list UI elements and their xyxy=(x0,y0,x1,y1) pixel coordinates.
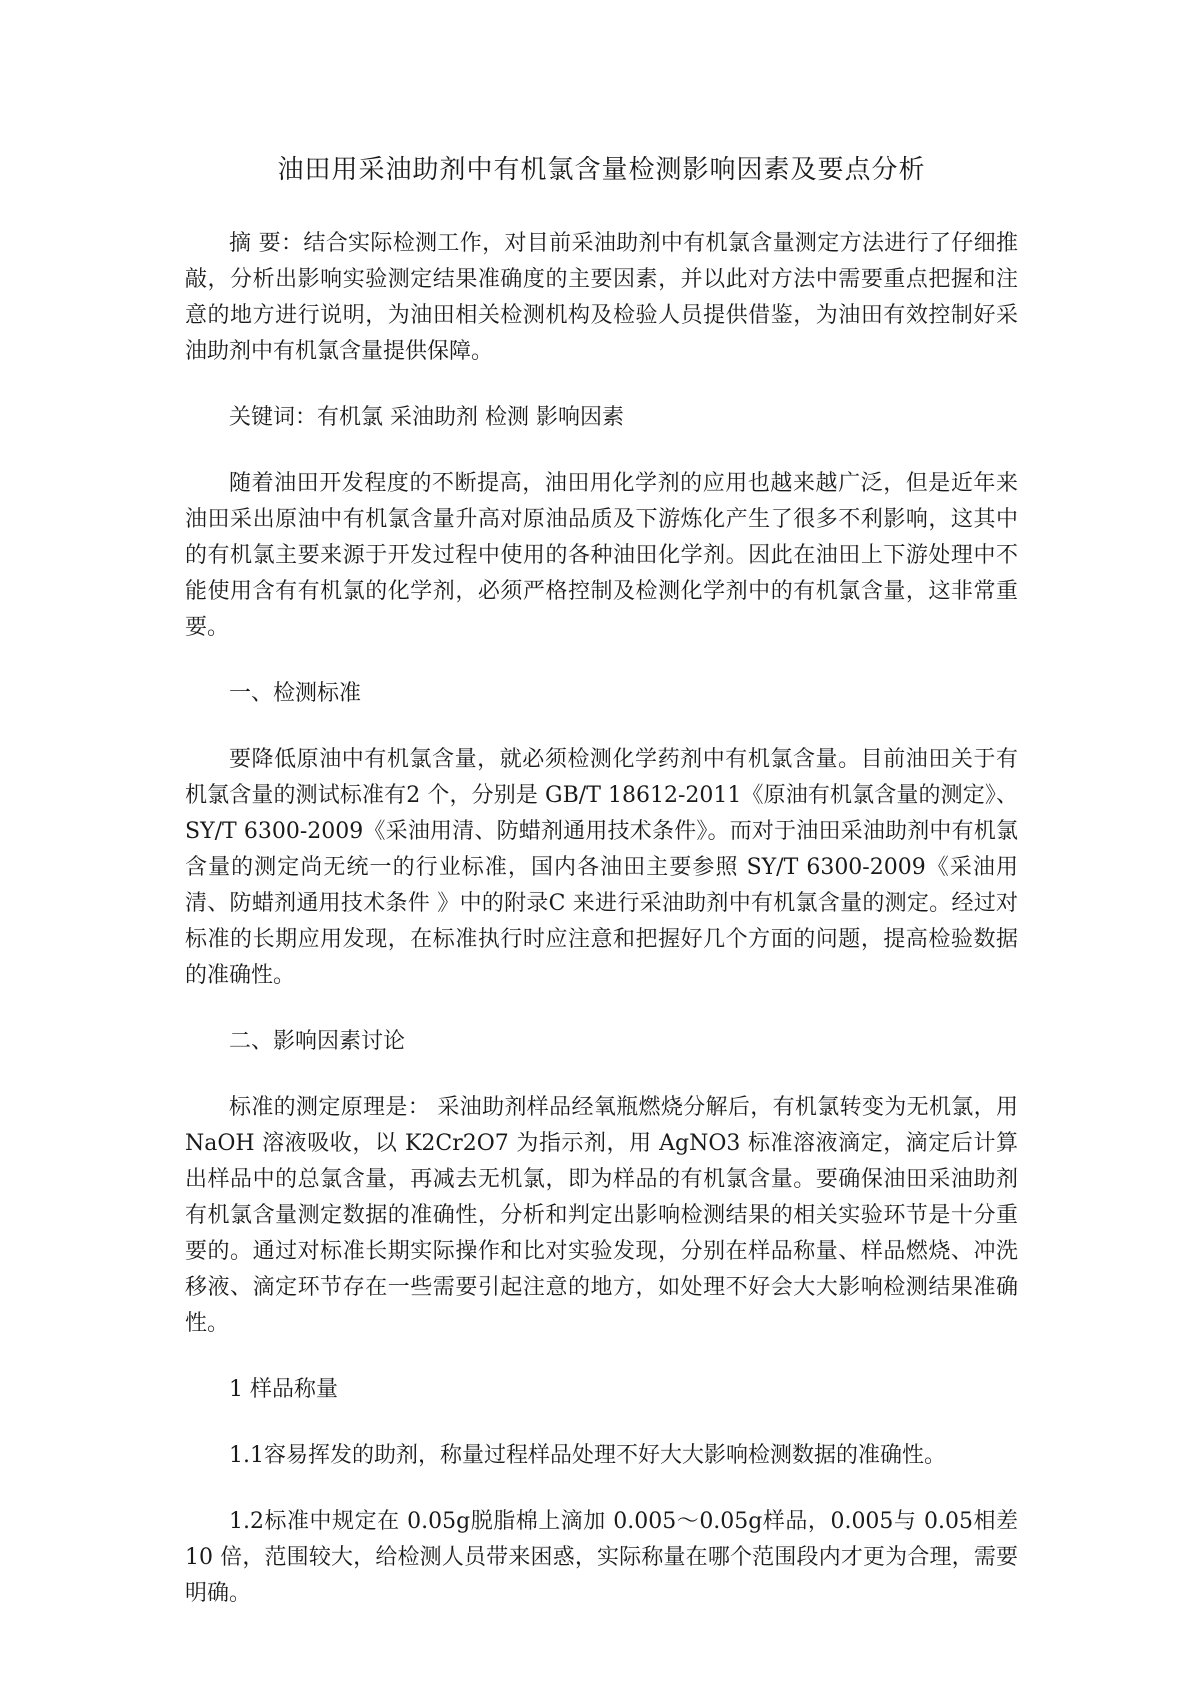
factors-paragraph: 标准的测定原理是： 采油助剂样品经氧瓶燃烧分解后，有机氯转变为无机氯，用 NaOH 溶液吸收，以 K2Cr2O7 为指示剂，用 AgNO3 标准溶液滴定，滴定后计算出样品中的总氯含量，再减去无机氯，即为样品的有机氯含量。要确保油田采油助剂有机氯含量测定数据的准确性，分析和判定出影响检测结果的相关实验环节是十分重要的。通过对标准长期实际操作和比对实验发现，分别在样品称量、样品燃烧、冲洗移液、滴定环节存在一些需要引起注意的地方，如处理不好会大大影响检测结果准确性。 xyxy=(185,1095,1018,1336)
document-title: 油田用采油助剂中有机氯含量检测影响因素及要点分析 xyxy=(277,155,926,185)
weighing-item-1-1: 1.1容易挥发的助剂，称量过程样品处理不好大大影响检测数据的准确性。 xyxy=(229,1443,946,1468)
section-heading-factors: 二、影响因素讨论 xyxy=(229,1029,406,1054)
abstract-paragraph: 摘 要：结合实际检测工作，对目前采油助剂中有机氯含量测定方法进行了仔细推敲，分析出影响实验测定结果准确度的主要因素，并以此对方法中需要重点把握和注意的地方进行说明，为油田相关检测机构及检验人员提供借鉴，为油田有效控制好采油助剂中有机氯含量提供保障。 xyxy=(185,231,1018,364)
document-page xyxy=(185,150,1018,1650)
subsection-heading-weighing: 1 样品称量 xyxy=(229,1377,338,1402)
keywords-paragraph: 关键词：有机氯 采油助剂 检测 影响因素 xyxy=(229,405,624,430)
intro-paragraph: 随着油田开发程度的不断提高，油田用化学剂的应用也越来越广泛，但是近年来油田采出原油中有机氯含量升高对原油品质及下游炼化产生了很多不利影响，这其中的有机氯主要来源于开发过程中使用的各种油田化学剂。因此在油田上下游处理中不能使用含有有机氯的化学剂，必须严格控制及检测化学剂中的有机氯含量，这非常重要。 xyxy=(185,471,1018,640)
standards-paragraph: 要降低原油中有机氯含量，就必须检测化学药剂中有机氯含量。目前油田关于有机氯含量的测试标准有2 个，分别是 GB/T 18612-2011《原油有机氯含量的测定》、SY/T 6300-2009《采油用清、防蜡剂通用技术条件》。而对于油田采油助剂中有机氯含量的测定尚无统一的行业标准，国内各油田主要参照 SY/T 6300-2009《采油用清、防蜡剂通用技术条件 》中的附录C 来进行采油助剂中有机氯含量的测定。经过对标准的长期应用发现，在标准执行时应注意和把握好几个方面的问题，提高检验数据的准确性。 xyxy=(185,747,1018,988)
weighing-item-1-2: 1.2标准中规定在 0.05g脱脂棉上滴加 0.005～0.05g样品，0.005与 0.05相差10 倍，范围较大，给检测人员带来困惑，实际称量在哪个范围段内才更为合理，需要明确。 xyxy=(185,1509,1018,1606)
section-heading-standards: 一、检测标准 xyxy=(229,681,362,706)
